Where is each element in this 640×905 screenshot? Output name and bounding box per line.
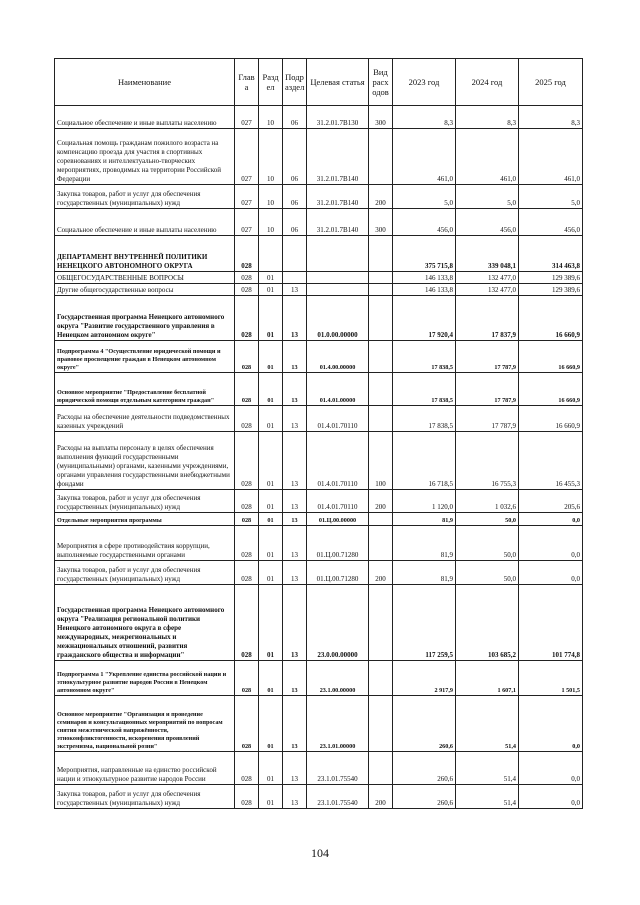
cell-y2025: 16 660,9 xyxy=(519,341,583,373)
cell-gl: 028 xyxy=(235,696,259,752)
cell-y2024: 17 837,9 xyxy=(456,296,519,341)
table-body xyxy=(55,106,583,809)
table-row xyxy=(55,513,583,526)
cell-cs: 01.Ц.00.71280 xyxy=(307,526,369,561)
cell-rz: 10 xyxy=(259,209,283,236)
table-row xyxy=(55,432,583,490)
cell-gl: 028 xyxy=(235,561,259,585)
cell-y2023: 117 259,5 xyxy=(393,585,456,661)
cell-rz: 01 xyxy=(259,526,283,561)
cell-vr xyxy=(369,696,393,752)
cell-name: Закупка товаров, работ и услуг для обеспечения государственных (муниципальных) нужд xyxy=(55,561,235,585)
cell-vr xyxy=(369,129,393,185)
cell-y2025: 101 774,8 xyxy=(519,585,583,661)
cell-cs: 23.1.01.75540 xyxy=(307,752,369,785)
cell-gl: 028 xyxy=(235,526,259,561)
cell-pr: 13 xyxy=(283,752,307,785)
cell-y2023: 81,9 xyxy=(393,526,456,561)
cell-cs: 23.1.01.75540 xyxy=(307,785,369,809)
cell-y2024: 1 032,6 xyxy=(456,490,519,513)
cell-vr: 200 xyxy=(369,490,393,513)
cell-cs: 23.1.00.00000 xyxy=(307,661,369,696)
cell-gl: 027 xyxy=(235,185,259,209)
cell-y2023: 8,3 xyxy=(393,106,456,129)
header-target-article: Целевая статья xyxy=(307,59,369,106)
cell-y2024: 51,4 xyxy=(456,696,519,752)
cell-y2024: 17 787,9 xyxy=(456,341,519,373)
header-2024: 2024 год xyxy=(456,59,519,106)
table-row xyxy=(55,185,583,209)
cell-y2024: 16 755,3 xyxy=(456,432,519,490)
table-row xyxy=(55,284,583,296)
cell-y2023: 81,9 xyxy=(393,561,456,585)
cell-y2023: 1 120,0 xyxy=(393,490,456,513)
cell-cs: 23.0.00.00000 xyxy=(307,585,369,661)
header-2025: 2025 год xyxy=(519,59,583,106)
table-header-row xyxy=(55,59,583,106)
cell-pr: 13 xyxy=(283,296,307,341)
cell-vr xyxy=(369,272,393,284)
cell-pr xyxy=(283,236,307,272)
cell-vr: 100 xyxy=(369,432,393,490)
page-number: 104 xyxy=(311,846,329,860)
cell-name: Отдельные мероприятия программы xyxy=(55,513,235,526)
cell-rz: 01 xyxy=(259,373,283,406)
cell-gl: 028 xyxy=(235,296,259,341)
cell-pr: 13 xyxy=(283,284,307,296)
cell-rz: 01 xyxy=(259,696,283,752)
cell-y2025: 8,3 xyxy=(519,106,583,129)
cell-gl: 027 xyxy=(235,129,259,185)
cell-cs: 31.2.01.7В130 xyxy=(307,106,369,129)
cell-y2023: 5,0 xyxy=(393,185,456,209)
cell-cs: 01.Ц.00.71280 xyxy=(307,561,369,585)
cell-vr: 200 xyxy=(369,561,393,585)
cell-vr xyxy=(369,513,393,526)
cell-y2024: 5,0 xyxy=(456,185,519,209)
cell-y2025: 461,0 xyxy=(519,129,583,185)
table-row xyxy=(55,661,583,696)
cell-y2023: 260,6 xyxy=(393,752,456,785)
table-row xyxy=(55,272,583,284)
cell-pr: 13 xyxy=(283,561,307,585)
cell-y2025: 16 660,9 xyxy=(519,296,583,341)
cell-y2025: 0,0 xyxy=(519,785,583,809)
table-row xyxy=(55,585,583,661)
cell-cs xyxy=(307,272,369,284)
cell-y2023: 456,0 xyxy=(393,209,456,236)
cell-name: Подпрограмма 1 "Укрепление единства российской нации и этнокультурное развитие народов России в Ненецком автономном округе" xyxy=(55,661,235,696)
cell-name: Государственная программа Ненецкого автономного округа "Реализация региональной политики Ненецкого автономного округа в сфере международных, межрегиональных и межнациональных отношений, развития гражданского общества и информации" xyxy=(55,585,235,661)
cell-y2023: 81,9 xyxy=(393,513,456,526)
cell-y2023: 375 715,8 xyxy=(393,236,456,272)
table-row xyxy=(55,106,583,129)
cell-name: Социальное обеспечение и иные выплаты населению xyxy=(55,106,235,129)
cell-name: ОБЩЕГОСУДАРСТВЕННЫЕ ВОПРОСЫ xyxy=(55,272,235,284)
cell-name: Мероприятия, направленные на единство российской нации и этнокультурное развитие народов России xyxy=(55,752,235,785)
cell-y2023: 260,6 xyxy=(393,696,456,752)
cell-pr: 13 xyxy=(283,432,307,490)
cell-y2024: 1 607,1 xyxy=(456,661,519,696)
cell-rz: 01 xyxy=(259,585,283,661)
cell-vr: 200 xyxy=(369,785,393,809)
cell-y2023: 146 133,8 xyxy=(393,284,456,296)
cell-cs: 31.2.01.7В140 xyxy=(307,185,369,209)
cell-gl: 028 xyxy=(235,406,259,432)
cell-rz: 10 xyxy=(259,106,283,129)
cell-cs: 23.1.01.00000 xyxy=(307,696,369,752)
cell-pr: 13 xyxy=(283,513,307,526)
cell-gl: 028 xyxy=(235,490,259,513)
cell-cs: 01.Ц.00.00000 xyxy=(307,513,369,526)
cell-pr: 13 xyxy=(283,661,307,696)
cell-name: Государственная программа Ненецкого автономного округа "Развитие государственного управления в Ненецком автономном округе" xyxy=(55,296,235,341)
cell-name: Мероприятия в сфере противодействия коррупции, выполняемые государственными органами xyxy=(55,526,235,561)
cell-pr: 13 xyxy=(283,406,307,432)
cell-y2023: 17 920,4 xyxy=(393,296,456,341)
cell-gl: 028 xyxy=(235,513,259,526)
cell-y2025: 0,0 xyxy=(519,696,583,752)
cell-name: Основное мероприятие "Предоставление бесплатной юридической помощи отдельным категориям граждан" xyxy=(55,373,235,406)
cell-y2023: 16 718,5 xyxy=(393,432,456,490)
cell-pr: 13 xyxy=(283,585,307,661)
table-row xyxy=(55,785,583,809)
cell-name: Расходы на выплаты персоналу в целях обеспечения выполнения функций государственными (муниципальными) органами, казенными учреждениями, органами управления государственными внебюджетными фондами xyxy=(55,432,235,490)
cell-y2025: 16 660,9 xyxy=(519,406,583,432)
cell-rz: 01 xyxy=(259,296,283,341)
cell-gl: 028 xyxy=(235,752,259,785)
cell-vr: 300 xyxy=(369,209,393,236)
cell-y2023: 146 133,8 xyxy=(393,272,456,284)
cell-cs: 01.4.00.00000 xyxy=(307,341,369,373)
cell-name: ДЕПАРТАМЕНТ ВНУТРЕННЕЙ ПОЛИТИКИ НЕНЕЦКОГО АВТОНОМНОГО ОКРУГА xyxy=(55,236,235,272)
cell-pr xyxy=(283,272,307,284)
cell-y2024: 17 787,9 xyxy=(456,406,519,432)
cell-cs: 31.2.01.7В140 xyxy=(307,209,369,236)
cell-cs xyxy=(307,236,369,272)
cell-pr: 06 xyxy=(283,185,307,209)
cell-gl: 028 xyxy=(235,373,259,406)
cell-cs: 01.4.01.70110 xyxy=(307,406,369,432)
cell-y2025: 0,0 xyxy=(519,752,583,785)
cell-name: Социальное обеспечение и иные выплаты населению xyxy=(55,209,235,236)
cell-rz: 01 xyxy=(259,785,283,809)
table-row xyxy=(55,406,583,432)
cell-gl: 028 xyxy=(235,585,259,661)
cell-y2024: 132 477,0 xyxy=(456,284,519,296)
cell-pr: 13 xyxy=(283,696,307,752)
cell-gl: 028 xyxy=(235,236,259,272)
cell-pr: 06 xyxy=(283,106,307,129)
cell-vr: 300 xyxy=(369,106,393,129)
cell-y2023: 2 917,9 xyxy=(393,661,456,696)
cell-gl: 028 xyxy=(235,785,259,809)
cell-rz: 10 xyxy=(259,129,283,185)
cell-y2024: 50,0 xyxy=(456,561,519,585)
table-row xyxy=(55,752,583,785)
cell-y2025: 16 455,3 xyxy=(519,432,583,490)
table-row xyxy=(55,209,583,236)
cell-rz: 01 xyxy=(259,432,283,490)
cell-pr: 13 xyxy=(283,341,307,373)
table-row xyxy=(55,341,583,373)
cell-y2024: 17 787,9 xyxy=(456,373,519,406)
cell-vr xyxy=(369,236,393,272)
table-row xyxy=(55,696,583,752)
cell-vr: 200 xyxy=(369,185,393,209)
cell-y2024: 50,0 xyxy=(456,513,519,526)
cell-y2023: 17 838,5 xyxy=(393,373,456,406)
table-row xyxy=(55,526,583,561)
cell-cs: 01.4.01.70110 xyxy=(307,490,369,513)
cell-rz: 01 xyxy=(259,341,283,373)
cell-vr xyxy=(369,284,393,296)
cell-y2025: 1 501,5 xyxy=(519,661,583,696)
cell-y2024: 8,3 xyxy=(456,106,519,129)
cell-vr xyxy=(369,296,393,341)
cell-rz: 01 xyxy=(259,661,283,696)
cell-y2025: 0,0 xyxy=(519,561,583,585)
cell-cs xyxy=(307,284,369,296)
cell-rz: 01 xyxy=(259,490,283,513)
cell-y2024: 461,0 xyxy=(456,129,519,185)
cell-pr: 06 xyxy=(283,129,307,185)
cell-name: Основное мероприятие "Организация и проведение семинаров и консультационных мероприятий по вопросам снятия межэтнической напряжённости, этноконфликтогенности, искоренения проявлений экстремизма, национальной розни" xyxy=(55,696,235,752)
cell-cs: 01.4.01.70110 xyxy=(307,432,369,490)
cell-vr xyxy=(369,752,393,785)
cell-y2023: 461,0 xyxy=(393,129,456,185)
header-glava: Глав а xyxy=(235,59,259,106)
cell-y2024: 456,0 xyxy=(456,209,519,236)
cell-y2025: 129 389,6 xyxy=(519,272,583,284)
budget-table xyxy=(54,58,583,809)
cell-rz: 01 xyxy=(259,272,283,284)
cell-vr xyxy=(369,661,393,696)
header-name: Наименование xyxy=(55,59,235,106)
cell-y2024: 51,4 xyxy=(456,785,519,809)
cell-vr xyxy=(369,373,393,406)
cell-rz: 01 xyxy=(259,752,283,785)
cell-cs: 31.2.01.7В140 xyxy=(307,129,369,185)
table-row xyxy=(55,373,583,406)
cell-name: Расходы на обеспечение деятельности подведомственных казенных учреждений xyxy=(55,406,235,432)
cell-y2025: 129 389,6 xyxy=(519,284,583,296)
cell-rz: 01 xyxy=(259,284,283,296)
cell-cs: 01.0.00.00000 xyxy=(307,296,369,341)
cell-gl: 027 xyxy=(235,106,259,129)
table-row xyxy=(55,129,583,185)
header-podrazdel: Подр аздел xyxy=(283,59,307,106)
cell-gl: 028 xyxy=(235,341,259,373)
table-row xyxy=(55,236,583,272)
cell-y2023: 17 838,5 xyxy=(393,341,456,373)
cell-gl: 028 xyxy=(235,272,259,284)
cell-name: Закупка товаров, работ и услуг для обеспечения государственных (муниципальных) нужд xyxy=(55,185,235,209)
cell-y2025: 16 660,9 xyxy=(519,373,583,406)
cell-rz xyxy=(259,236,283,272)
cell-cs: 01.4.01.00000 xyxy=(307,373,369,406)
header-razdel: Разд ел xyxy=(259,59,283,106)
cell-pr: 13 xyxy=(283,526,307,561)
cell-name: Другие общегосударственные вопросы xyxy=(55,284,235,296)
cell-gl: 028 xyxy=(235,432,259,490)
cell-y2025: 0,0 xyxy=(519,513,583,526)
cell-gl: 028 xyxy=(235,661,259,696)
table-row xyxy=(55,296,583,341)
cell-name: Социальная помощь гражданам пожилого возраста на компенсацию проезда для участия в спортивных соревнованиях и интеллектуально-творческих мероприятиях, проводимых на территории Российской Федерации xyxy=(55,129,235,185)
cell-y2023: 260,6 xyxy=(393,785,456,809)
cell-rz: 01 xyxy=(259,561,283,585)
cell-vr xyxy=(369,585,393,661)
cell-y2025: 0,0 xyxy=(519,526,583,561)
cell-gl: 028 xyxy=(235,284,259,296)
cell-pr: 13 xyxy=(283,373,307,406)
table-row xyxy=(55,490,583,513)
cell-vr xyxy=(369,341,393,373)
cell-y2024: 103 685,2 xyxy=(456,585,519,661)
cell-name: Закупка товаров, работ и услуг для обеспечения государственных (муниципальных) нужд xyxy=(55,785,235,809)
cell-y2024: 50,0 xyxy=(456,526,519,561)
cell-gl: 027 xyxy=(235,209,259,236)
cell-name: Закупка товаров, работ и услуг для обеспечения государственных (муниципальных) нужд xyxy=(55,490,235,513)
cell-y2025: 456,0 xyxy=(519,209,583,236)
cell-y2025: 5,0 xyxy=(519,185,583,209)
cell-y2023: 17 838,5 xyxy=(393,406,456,432)
header-expense-type: Вид расх одов xyxy=(369,59,393,106)
cell-vr xyxy=(369,526,393,561)
cell-y2025: 314 463,8 xyxy=(519,236,583,272)
cell-rz: 10 xyxy=(259,185,283,209)
cell-name: Подпрограмма 4 "Осуществление юридической помощи и правовое просвещение граждан в Ненецком автономном округе" xyxy=(55,341,235,373)
cell-y2024: 132 477,0 xyxy=(456,272,519,284)
cell-rz: 01 xyxy=(259,513,283,526)
cell-pr: 13 xyxy=(283,490,307,513)
cell-pr: 13 xyxy=(283,785,307,809)
cell-y2024: 339 048,1 xyxy=(456,236,519,272)
header-2023: 2023 год xyxy=(393,59,456,106)
cell-y2025: 205,6 xyxy=(519,490,583,513)
table-row xyxy=(55,561,583,585)
cell-vr xyxy=(369,406,393,432)
cell-rz: 01 xyxy=(259,406,283,432)
cell-pr: 06 xyxy=(283,209,307,236)
cell-y2024: 51,4 xyxy=(456,752,519,785)
